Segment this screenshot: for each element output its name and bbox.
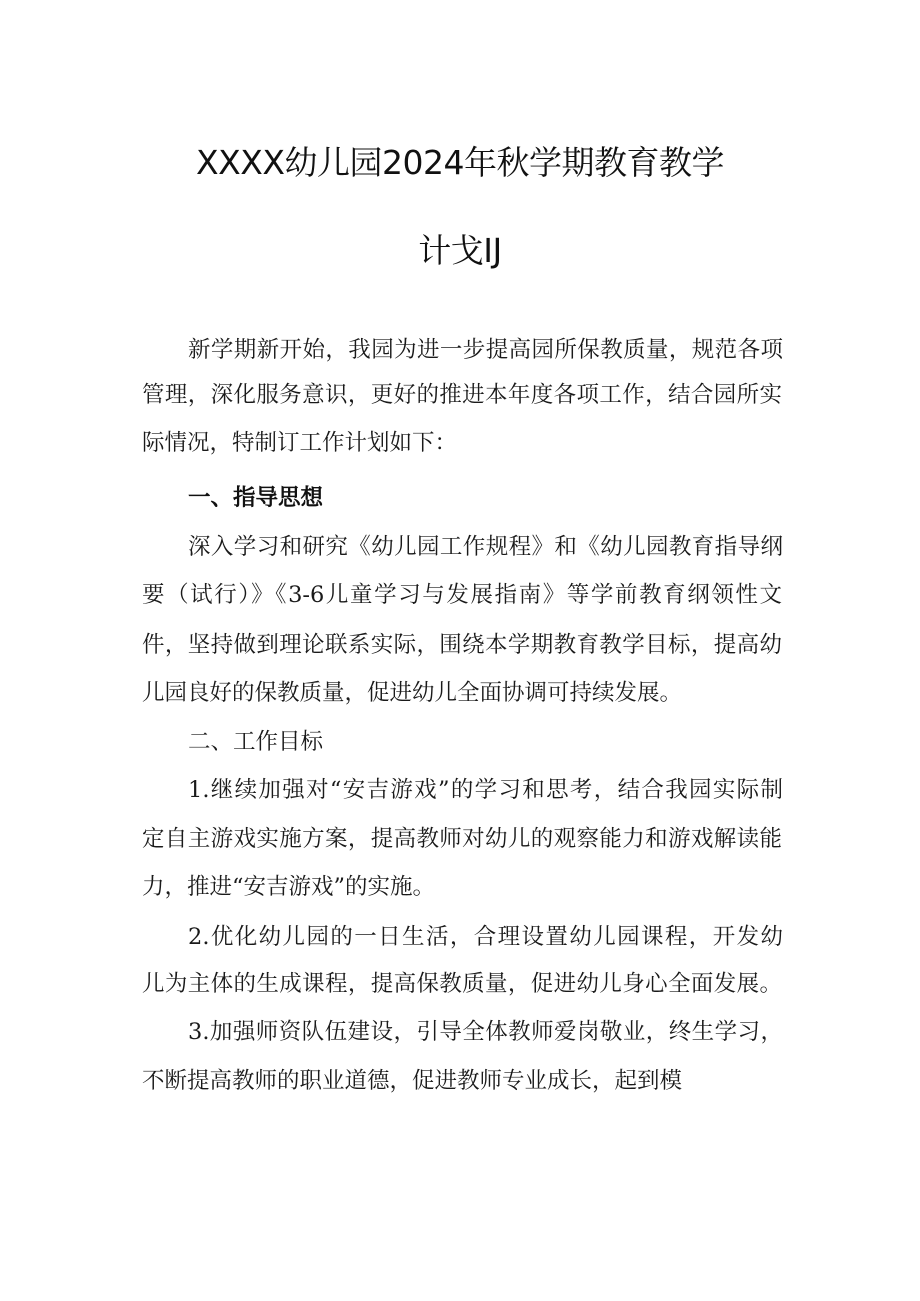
section-1-line-4: 儿园良好的保教质量，促进幼儿全面协调可持续发展。 (142, 680, 683, 706)
section-2-heading: 二、工作目标 (188, 729, 324, 755)
section-1-line-1: 深入学习和研究《幼儿园工作规程》和《幼儿园教育指导纲 (188, 534, 783, 560)
section-2-item-3-line-1: 3.加强师资队伍建设，引导全体教师爱岗敬业，终生学习， (188, 1019, 783, 1045)
section-2-item-2-line-2: 儿为主体的生成课程，提高保教质量，促进幼儿身心全面发展。 (142, 971, 782, 997)
section-1-line-3: 件，坚持做到理论联系实际，围绕本学期教育教学目标，提高幼 (142, 632, 782, 658)
section-2-item-1-line-1: 1.继续加强对“安吉游戏”的学习和思考，结合我园实际制 (188, 777, 783, 803)
document-title-line-1: XXXX幼儿园2024年秋学期教育教学 (196, 143, 724, 182)
intro-paragraph-line-1: 新学期新开始，我园为进一步提高园所保教质量，规范各项 (188, 337, 783, 363)
section-2-item-1-line-2: 定自主游戏实施方案，提高教师对幼儿的观察能力和游戏解读能 (142, 826, 782, 852)
section-2-item-3-line-2: 不断提高教师的职业道德，促进教师专业成长，起到模 (142, 1068, 683, 1094)
section-1-heading: 一、指导思想 (188, 485, 324, 511)
intro-paragraph-line-3: 际情况，特制订工作计划如下： (142, 430, 458, 456)
section-2-item-1-line-3: 力，推进“安吉游戏”的实施。 (142, 874, 436, 900)
intro-paragraph-line-2: 管理，深化服务意识，更好的推进本年度各项工作，结合园所实 (142, 382, 782, 408)
document-title-line-2: 计戈IJ (418, 231, 502, 270)
section-1-line-2: 要（试行）》《3-6儿童学习与发展指南》等学前教育纲领性文 (142, 582, 782, 608)
section-2-item-2-line-1: 2.优化幼儿园的一日生活，合理设置幼儿园课程，开发幼 (188, 924, 783, 950)
